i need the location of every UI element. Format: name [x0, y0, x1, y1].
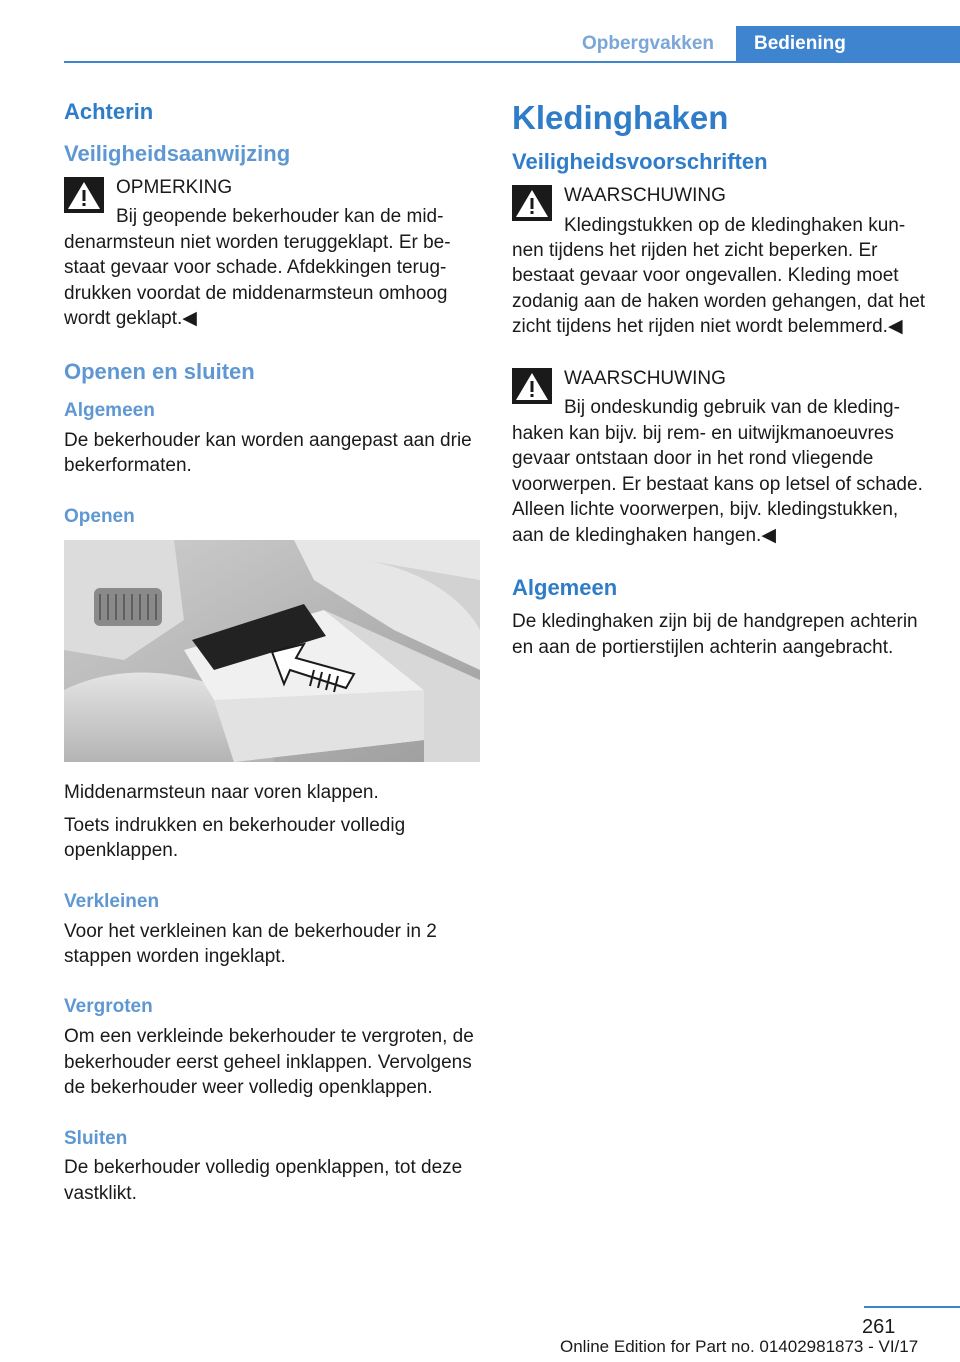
note-text: Bij geopende bekerhouder kan de middenarmsteun niet worden teruggeklapt. Er bestaat gevaar voor schade. Afdekkingen terugdrukken voordat de middenarmsteun omhoog wordt geklapt.◀ [64, 206, 451, 330]
heading-general-left: Algemeen [64, 400, 155, 422]
warning-triangle-icon [512, 185, 552, 221]
heading-kledinghaken: Kledinghaken [512, 99, 729, 136]
open-step-2: Toets indrukken en bekerhouder volledig openklappen. [64, 814, 406, 862]
warning-2-title: WAARSCHUWING [564, 367, 726, 389]
header-section-tab: Opbergvakken [582, 33, 714, 54]
note-block [64, 175, 480, 332]
left-column [64, 98, 480, 1206]
edition-note: Online Edition for Part no. 01402981873 - VI/17 [560, 1337, 919, 1356]
open-step-1: Middenarmsteun naar voren klappen. [64, 781, 379, 803]
heading-open-close: Openen en sluiten [64, 358, 255, 384]
general-text-right: De kledinghaken zijn bij de handgrepen achterin en aan de portierstijlen achterin aangebracht. [512, 611, 918, 658]
enlarge-text: Om een verkleinde bekerhouder te vergroten, de bekerhouder eerst geheel inklappen. Vervolgens de bekerhouder weer volledig openklappen. [64, 1026, 474, 1099]
close-text: De bekerhouder volledig openklappen, tot deze vastklikt. [64, 1157, 463, 1204]
warning-2-text: Bij ondeskundig gebruik van de kledinghaken kan bijv. bij rem- en uitwijkmanoeuvres gevaar ontstaan door in het rond vliegende voorwerpen. Er bestaat kans op letsel of schade. Alleen lichte voorwerpen, bijv. kledingstukken, aan de kledinghaken hangen.◀ [512, 397, 923, 546]
heading-shrink: Verkleinen [64, 890, 160, 912]
warning-triangle-icon [512, 368, 552, 404]
general-text-left: De bekerhouder kan worden aangepast aan drie bekerformaten. [64, 429, 472, 477]
page-number: 261 [862, 1316, 896, 1338]
shrink-text: Voor het verkleinen kan de bekerhouder in 2 stappen worden ingeklapt. [64, 920, 437, 967]
note-title: OPMERKING [116, 177, 233, 198]
warning-triangle-icon [64, 177, 104, 213]
heading-safety-note: Veiligheidsaanwijzing [64, 140, 291, 166]
heading-enlarge: Vergroten [64, 996, 153, 1018]
heading-general-right: Algemeen [512, 574, 618, 600]
heading-open: Openen [64, 505, 135, 527]
cupholder-photo [64, 540, 480, 762]
heading-safety-rules: Veiligheidsvoorschriften [512, 148, 768, 174]
warning-1-text: Kledingstukken op de kledinghaken kunnen tijdens het rijden het zicht beperken. Er bestaat gevaar voor ongevallen. Kleding moet zodanig aan de haken worden gehangen, dat het zicht tijdens het rijden niet wordt belemmerd.◀ [512, 214, 926, 338]
warning-block-1 [512, 183, 928, 340]
right-column [512, 98, 928, 660]
warning-block-2 [512, 366, 928, 548]
header-rule [64, 61, 960, 63]
heading-close: Sluiten [64, 1127, 128, 1149]
footer-rule [864, 1306, 960, 1308]
warning-1-title: WAARSCHUWING [564, 185, 726, 207]
heading-achterin: Achterin [64, 99, 154, 124]
header-chapter-tab: Bediening [736, 26, 960, 62]
